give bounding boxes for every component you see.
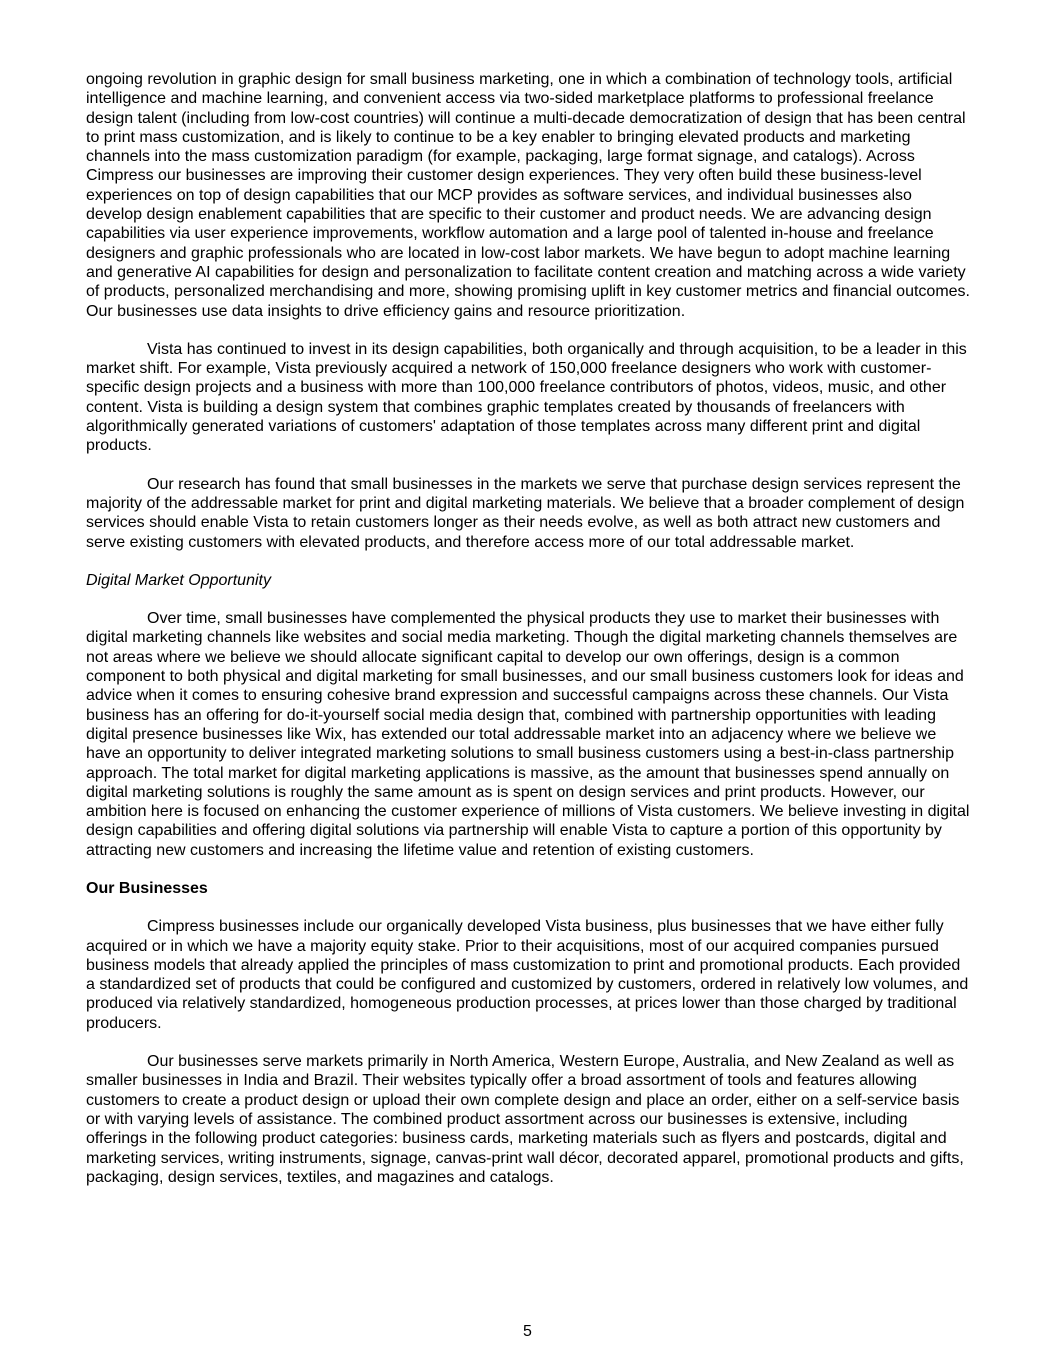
- paragraph-cimpress-businesses: Cimpress businesses include our organically developed Vista business, plus businesses that we have either fully acquired or in which we have a majority equity stake. Prior to their acquisitions, most of our acquired companies pursued business models that already applied the principles of mass customization to print and promotional products. Each provided a standardized set of products that could be configured and customized by customers, ordered in relatively low volumes, and produced via relatively standardized, homogeneous production processes, at prices lower than those charged by traditional producers.: [86, 918, 969, 1032]
- paragraph-research-findings: Our research has found that small businesses in the markets we serve that purchase design services represent the majority of the addressable market for print and digital marketing materials. We believe that a broader complement of design services should enable Vista to retain customers longer as their needs evolve, as well as both attract new customers and serve existing customers with elevated products, and therefore access more of our total addressable market.: [86, 475, 965, 551]
- subheading-digital-market-opportunity: Digital Market Opportunity: [86, 571, 271, 589]
- paragraph-vista-design-investment: Vista has continued to invest in its design capabilities, both organically and through acquisition, to be a leader in this market shift. For example, Vista previously acquired a network of 150,000 freelance designers who work with customer-specific design projects and a business with more than 100,000 freelance contributors of photos, videos, music, and other content. Vista is building a design system that combines graphic templates created by thousands of freelancers with algorithmically generated variations of customers' adaptation of those templates across many different print and digital products.: [86, 340, 967, 455]
- page-body: [86, 70, 970, 1206]
- heading-our-businesses: Our Businesses: [86, 879, 208, 897]
- paragraph-markets-served: Our businesses serve markets primarily in North America, Western Europe, Australia, and New Zealand as well as smaller businesses in India and Brazil. Their websites typically offer a broad assortment of tools and features allowing customers to create a product design or upload their own complete design and place an order, either on a self-service basis or with varying levels of assistance. The combined product assortment across our businesses is extensive, including offerings in the following product categories: business cards, marketing materials such as flyers and postcards, digital and marketing services, writing instruments, signage, canvas-print wall décor, decorated apparel, promotional products and gifts, packaging, design services, textiles, and magazines and catalogs.: [86, 1053, 964, 1186]
- paragraph-design-revolution: ongoing revolution in graphic design for small business marketing, one in which a combination of technology tools, artificial intelligence and machine learning, and convenient access via two-sided marketplace platforms to professional freelance design talent (including from low-cost countries) will continue a multi-decade democratization of design that has been central to print mass customization, and is likely to continue to be a key enabler to bringing elevated products and marketing channels into the mass customization paradigm (for example, packaging, large format signage, and catalogs). Across Cimpress our businesses are improving their customer design experiences. They very often build these business-level experiences on top of design capabilities that our MCP provides as software services, and individual businesses also develop design enablement capabilities that are specific to their customer and product needs. We are advancing design capabilities via user experience improvements, workflow automation and a large pool of talented in-house and freelance designers and graphic professionals who are located in low-cost labor markets. We have begun to adopt machine learning and generative AI capabilities for design and personalization to facilitate content creation and matching across a wide variety of products, personalized merchandising and more, showing promising uplift in key customer metrics and financial outcomes. Our businesses use data insights to drive efficiency gains and resource prioritization.: [86, 71, 970, 320]
- paragraph-digital-market: Over time, small businesses have complemented the physical products they use to market their businesses with digital marketing channels like websites and social media marketing. Though the digital marketing channels themselves are not areas where we believe we should allocate significant capital to develop our own offerings, design is a common component to both physical and digital marketing for small businesses, and our small business customers look for ideas and advice when it comes to ensuring cohesive brand expression and successful campaigns across these channels. Our Vista business has an offering for do-it-yourself social media design that, combined with partnership opportunities with leading digital presence businesses like Wix, has extended our total addressable market into an adjacency where we believe we have an opportunity to deliver integrated marketing solutions to small business customers using a best-in-class partnership approach. The total market for digital marketing applications is massive, as the amount that businesses spend annually on digital marketing solutions is roughly the same amount as is spent on design services and print products. However, our ambition here is focused on enhancing the customer experience of millions of Vista customers. We believe investing in digital design capabilities and offering digital solutions via partnership will enable Vista to capture a portion of this opportunity by attracting new customers and increasing the lifetime value and retention of existing customers.: [86, 610, 970, 859]
- page-number: 5: [523, 1323, 532, 1340]
